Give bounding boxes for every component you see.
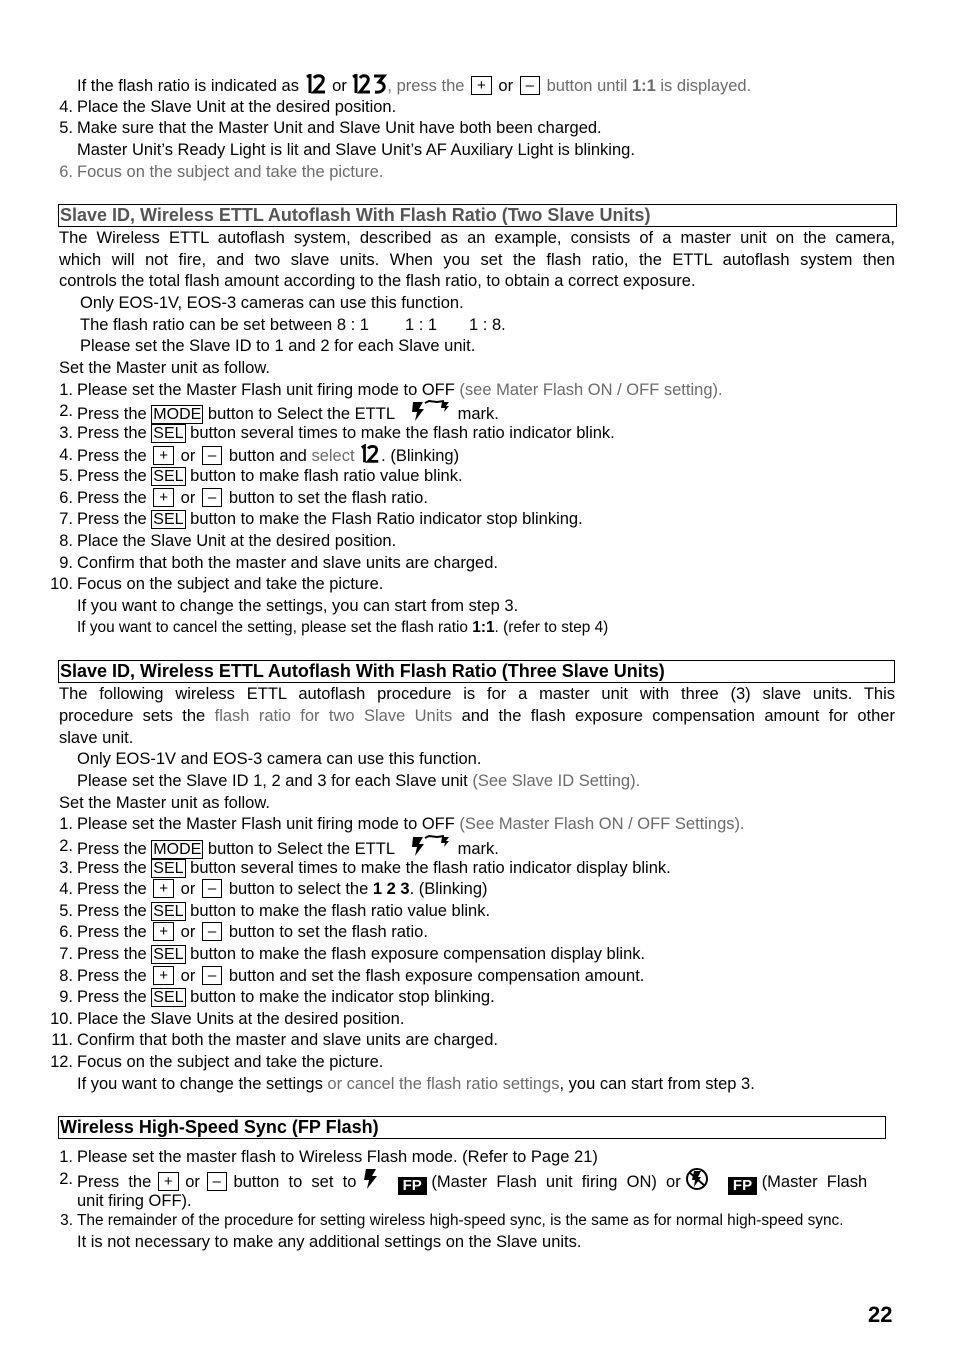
step-text: Focus on the subject and take the picture. bbox=[77, 1053, 384, 1071]
step-text: Press the SEL button to make the flash exposure compensation display blink. bbox=[77, 945, 646, 963]
step-text: Place the Slave Unit at the desired position. bbox=[77, 98, 397, 116]
ratio-hint-line: If the flash ratio is indicated as or , press the + or – button until 1:1 is displayed. bbox=[77, 74, 751, 97]
step-text: Press the SEL button to make the Flash Ratio indicator stop blinking. bbox=[77, 510, 583, 528]
after-note: If you want to change the settings or cancel the flash ratio settings, you can start from step 3. bbox=[77, 1075, 755, 1093]
section-title-two-slave: Slave ID, Wireless ETTL Autoflash With Flash Ratio (Two Slave Units) bbox=[58, 204, 897, 227]
intro-line: The Wireless ETTL autoflash system, described as an example, consists of a master unit on the camera, bbox=[59, 229, 895, 247]
step-text: Press the + or – button and select . (Blinking) bbox=[77, 444, 459, 467]
step-text: Press the + or – button to set to FP (Master Flash unit firing ON) or FP (Master Flash bbox=[77, 1168, 867, 1195]
step-text: Press the SEL button to make the indicator stop blinking. bbox=[77, 988, 495, 1006]
step-text: Confirm that both the master and slave units are charged. bbox=[77, 1031, 498, 1049]
step-text: Please set the Master Flash unit firing mode to OFF (see Mater Flash ON / OFF setting). bbox=[77, 381, 723, 399]
step-text: Press the + or – button to set the flash ratio. bbox=[77, 489, 428, 507]
note-line: The flash ratio can be set between 8 : 1 1 : 1 1 : 8. bbox=[80, 316, 506, 334]
minus-button: – bbox=[520, 76, 540, 95]
flash-off-icon bbox=[685, 1168, 709, 1190]
step-text: Focus on the subject and take the picture. bbox=[77, 575, 384, 593]
set-master-label: Set the Master unit as follow. bbox=[59, 794, 270, 812]
page-number: 22 bbox=[868, 1302, 893, 1327]
intro-line: controls the total flash amount according to the flash ratio, to obtain a correct exposure. bbox=[59, 272, 696, 290]
plus-button: + bbox=[471, 76, 492, 95]
step-text: Place the Slave Unit at the desired position. bbox=[77, 532, 397, 550]
step-text: Focus on the subject and take the picture. bbox=[77, 163, 384, 181]
step-text: Confirm that both the master and slave units are charged. bbox=[77, 554, 498, 572]
mode-button: MODE bbox=[153, 406, 202, 423]
ratio-12-icon bbox=[359, 444, 381, 464]
step-text: Please set the master flash to Wireless Flash mode. (Refer to Page 21) bbox=[77, 1148, 598, 1166]
intro-line: The following wireless ETTL autoflash procedure is for a master unit with three (3) slave units. This bbox=[59, 685, 895, 703]
step-text: Press the MODE button to Select the ETTL mark. bbox=[77, 835, 499, 860]
section-title-three-slave: Slave ID, Wireless ETTL Autoflash With Flash Ratio (Three Slave Units) bbox=[58, 660, 895, 683]
step-text: Press the MODE button to Select the ETTL mark. bbox=[77, 400, 499, 425]
step-text: Place the Slave Units at the desired position. bbox=[77, 1010, 405, 1028]
step-text: Press the SEL button to make flash ratio value blink. bbox=[77, 467, 463, 485]
intro-line: procedure sets the flash ratio for two Slave Units and the flash exposure compensation amount for other bbox=[59, 707, 895, 725]
step-text: unit firing OFF). bbox=[77, 1192, 192, 1210]
step-text: Press the + or – button to select the 1 2 3. (Blinking) bbox=[77, 880, 488, 898]
set-master-label: Set the Master unit as follow. bbox=[59, 359, 270, 377]
ratio-12-icon bbox=[304, 74, 328, 94]
step-text: Make sure that the Master Unit and Slave Unit have both been charged. bbox=[77, 119, 602, 137]
note-line: Please set the Slave ID to 1 and 2 for each Slave unit. bbox=[80, 337, 476, 355]
step-text: Press the + or – button and set the flash exposure compensation amount. bbox=[77, 967, 645, 985]
step-text: Press the + or – button to set the flash ratio. bbox=[77, 923, 428, 941]
note-line: Please set the Slave ID 1, 2 and 3 for each Slave unit (See Slave ID Setting). bbox=[77, 772, 641, 790]
after-note: If you want to cancel the setting, please set the flash ratio 1:1. (refer to step 4) bbox=[77, 619, 609, 636]
step-text: It is not necessary to make any additional settings on the Slave units. bbox=[77, 1233, 582, 1251]
step-text: Master Unit’s Ready Light is lit and Slave Unit’s AF Auxiliary Light is blinking. bbox=[77, 141, 635, 159]
step-text: Press the SEL button several times to make the flash ratio indicator blink. bbox=[77, 424, 615, 442]
flash-on-icon bbox=[361, 1168, 379, 1190]
intro-line: slave unit. bbox=[59, 729, 134, 747]
ettl-flash-icon bbox=[409, 400, 453, 422]
intro-line: which will not fire, and two slave units. When you set the flash ratio, the ETTL autoflash system then bbox=[59, 251, 895, 269]
ettl-flash-icon bbox=[409, 835, 453, 857]
after-note: If you want to change the settings, you can start from step 3. bbox=[77, 597, 519, 615]
note-line: Only EOS-1V and EOS-3 camera can use this function. bbox=[77, 750, 482, 768]
sel-button: SEL bbox=[153, 425, 184, 442]
step-text: Press the SEL button several times to make the flash ratio indicator display blink. bbox=[77, 859, 671, 877]
step-text: Please set the Master Flash unit firing mode to OFF (See Master Flash ON / OFF Settings). bbox=[77, 815, 745, 833]
fp-icon: FP bbox=[398, 1177, 427, 1195]
fp-icon: FP bbox=[728, 1177, 757, 1195]
step-text: The remainder of the procedure for setting wireless high-speed sync, is the same as for normal high-speed sync. bbox=[77, 1212, 844, 1229]
note-line: Only EOS-1V, EOS-3 cameras can use this function. bbox=[80, 294, 464, 312]
section-title-fp-flash: Wireless High-Speed Sync (FP Flash) bbox=[58, 1116, 886, 1139]
step-text: Press the SEL button to make the flash ratio value blink. bbox=[77, 902, 491, 920]
ratio-123-icon bbox=[351, 74, 387, 94]
